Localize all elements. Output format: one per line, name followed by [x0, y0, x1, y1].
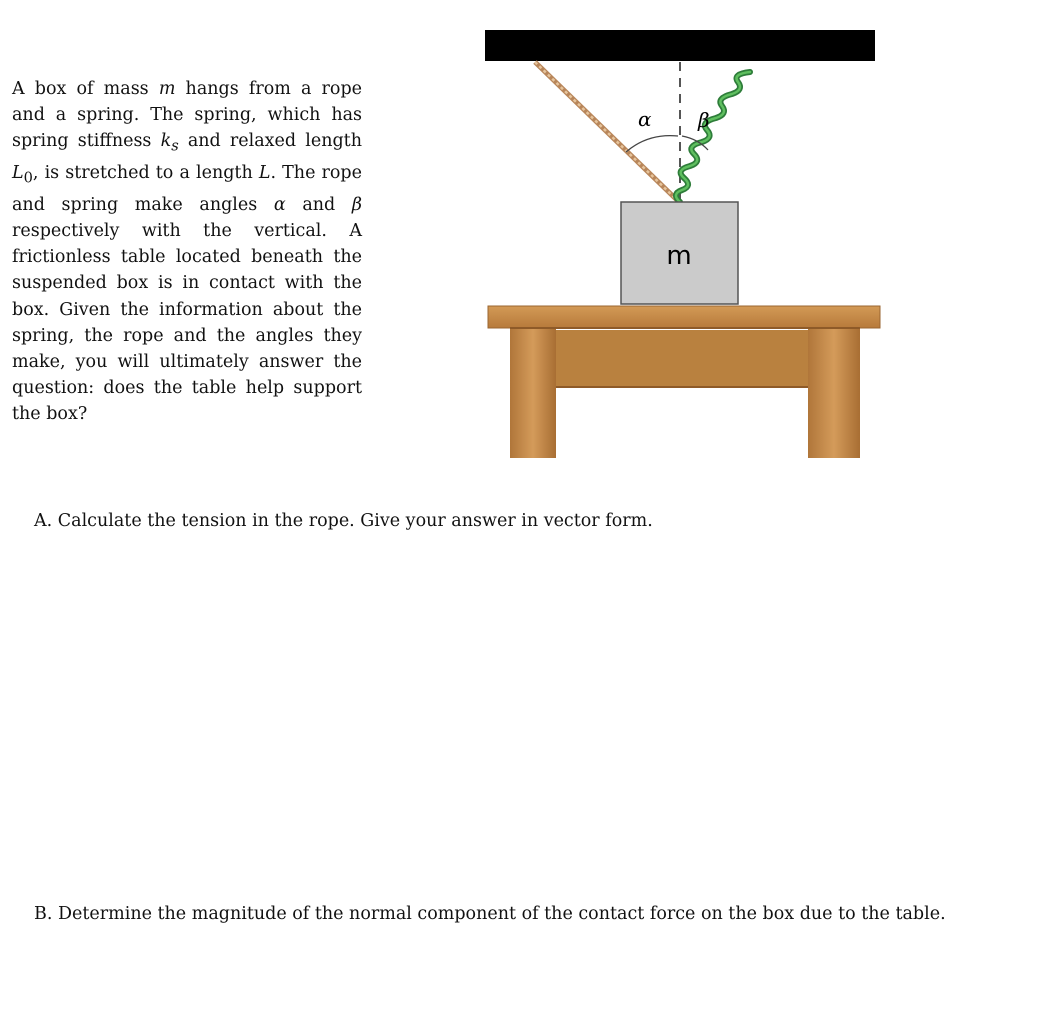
beta-label: β	[698, 108, 710, 132]
intro-text: , is stretched to a length	[32, 163, 259, 184]
intro-text: A box of mass	[12, 79, 159, 99]
var-k: k	[160, 131, 172, 152]
var-beta: β	[351, 194, 362, 215]
subscript-zero: 0	[23, 169, 33, 187]
var-s-subscript: s	[171, 137, 179, 155]
problem-statement	[12, 76, 362, 428]
box-mass-label: m	[666, 241, 692, 271]
rope	[535, 62, 678, 201]
var-alpha: α	[273, 194, 286, 215]
table	[488, 306, 880, 458]
intro-text: . The rope and spring make angles	[12, 163, 362, 215]
var-L0: L	[12, 163, 24, 184]
alpha-arc	[626, 136, 678, 152]
var-L: L	[258, 163, 271, 184]
physics-diagram	[480, 26, 890, 466]
var-m: m	[158, 79, 176, 99]
question-a: A. Calculate the tension in the rope. Give your answer in vector form.	[34, 511, 653, 531]
intro-text: and	[285, 194, 352, 215]
intro-text: and relaxed length	[178, 131, 362, 152]
ceiling	[485, 30, 875, 61]
intro-text: hangs from a rope and a spring. The spring, which has spring stiffness	[12, 79, 363, 152]
question-b: B. Determine the magnitude of the normal component of the contact force on the box due to the table.	[34, 904, 946, 924]
alpha-label: α	[638, 107, 652, 131]
intro-text: respectively with the vertical. A frictionless table located beneath the suspended box is in contact with the box. Given the information about the spring, the rope and the angles they make, you will ultimately answer the question: does the table help support the box?	[12, 221, 362, 425]
